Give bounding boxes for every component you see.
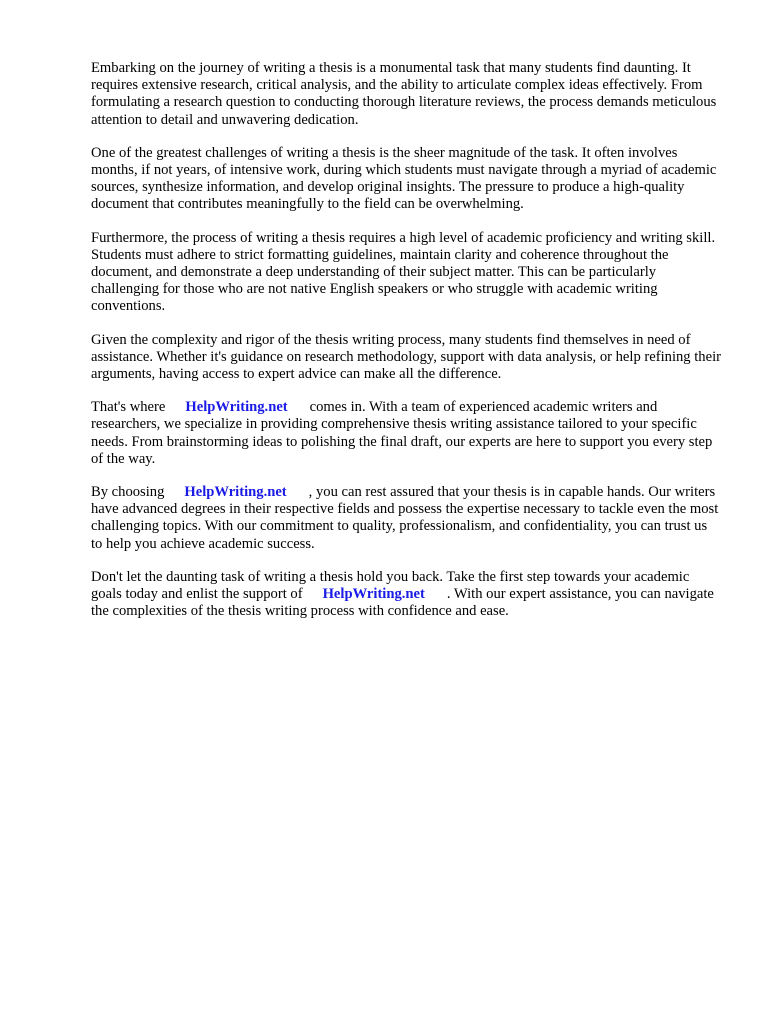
paragraph-text-after: comes in. With a team of experienced academic writers and researchers, we specialize in providing comprehensive thesis writing assistance tailored to your specific needs. From brainstorming ideas to polishing the final draft, our experts are here to support you every step of the way. — [91, 399, 713, 467]
helpwriting-link[interactable]: HelpWriting.net — [185, 399, 288, 416]
paragraph-assistance: Given the complexity and rigor of the thesis writing process, many students find themselves in need of assistance. Whether it's guidance on research methodology, support with data analysis, or help refining their arguments, having access to expert advice can make all the difference. — [91, 331, 721, 383]
paragraph-closing — [91, 569, 721, 621]
paragraph-by-choosing — [91, 484, 721, 553]
paragraph-thats-where — [91, 399, 721, 468]
paragraph-proficiency: Furthermore, the process of writing a thesis requires a high level of academic proficiency and writing skill. Students must adhere to strict formatting guidelines, maintain clarity and coherence throughout the document, and demonstrate a deep understanding of their subject matter. This can be particularly challenging for those who are not native English speakers or who struggle with academic writing conventions. — [91, 229, 716, 315]
helpwriting-link[interactable]: HelpWriting.net — [322, 586, 425, 603]
paragraph-text-before: That's where — [91, 399, 166, 416]
paragraph-text-after: . With our expert assistance, you can navigate the complexities of the thesis writing process with confidence and ease. — [91, 586, 714, 620]
paragraph-text-before: By choosing — [91, 484, 165, 501]
paragraph-challenges: One of the greatest challenges of writing a thesis is the sheer magnitude of the task. It often involves months, if not years, of intensive work, during which students must navigate through a myriad of academic sources, synthesize information, and develop original insights. The pressure to produce a high-quality document that contributes meaningfully to the field can be overwhelming. — [91, 144, 717, 213]
paragraph-text-before: Don't let the daunting task of writing a thesis hold you back. Take the first step towards your academic goals today and enlist the support of — [91, 568, 690, 603]
helpwriting-link[interactable]: HelpWriting.net — [184, 484, 287, 501]
document-body — [91, 60, 721, 636]
paragraph-intro: Embarking on the journey of writing a thesis is a monumental task that many students find daunting. It requires extensive research, critical analysis, and the ability to articulate complex ideas effectively. From formulating a research question to conducting thorough literature reviews, the process demands meticulous attention to detail and unwavering dedication. — [91, 60, 717, 128]
paragraph-text-after: , you can rest assured that your thesis is in capable hands. Our writers have advanced degrees in their respective fields and possess the expertise necessary to tackle even the most challenging topics. With our commitment to quality, professionalism, and confidentiality, you can trust us to help you achieve academic success. — [91, 484, 719, 552]
